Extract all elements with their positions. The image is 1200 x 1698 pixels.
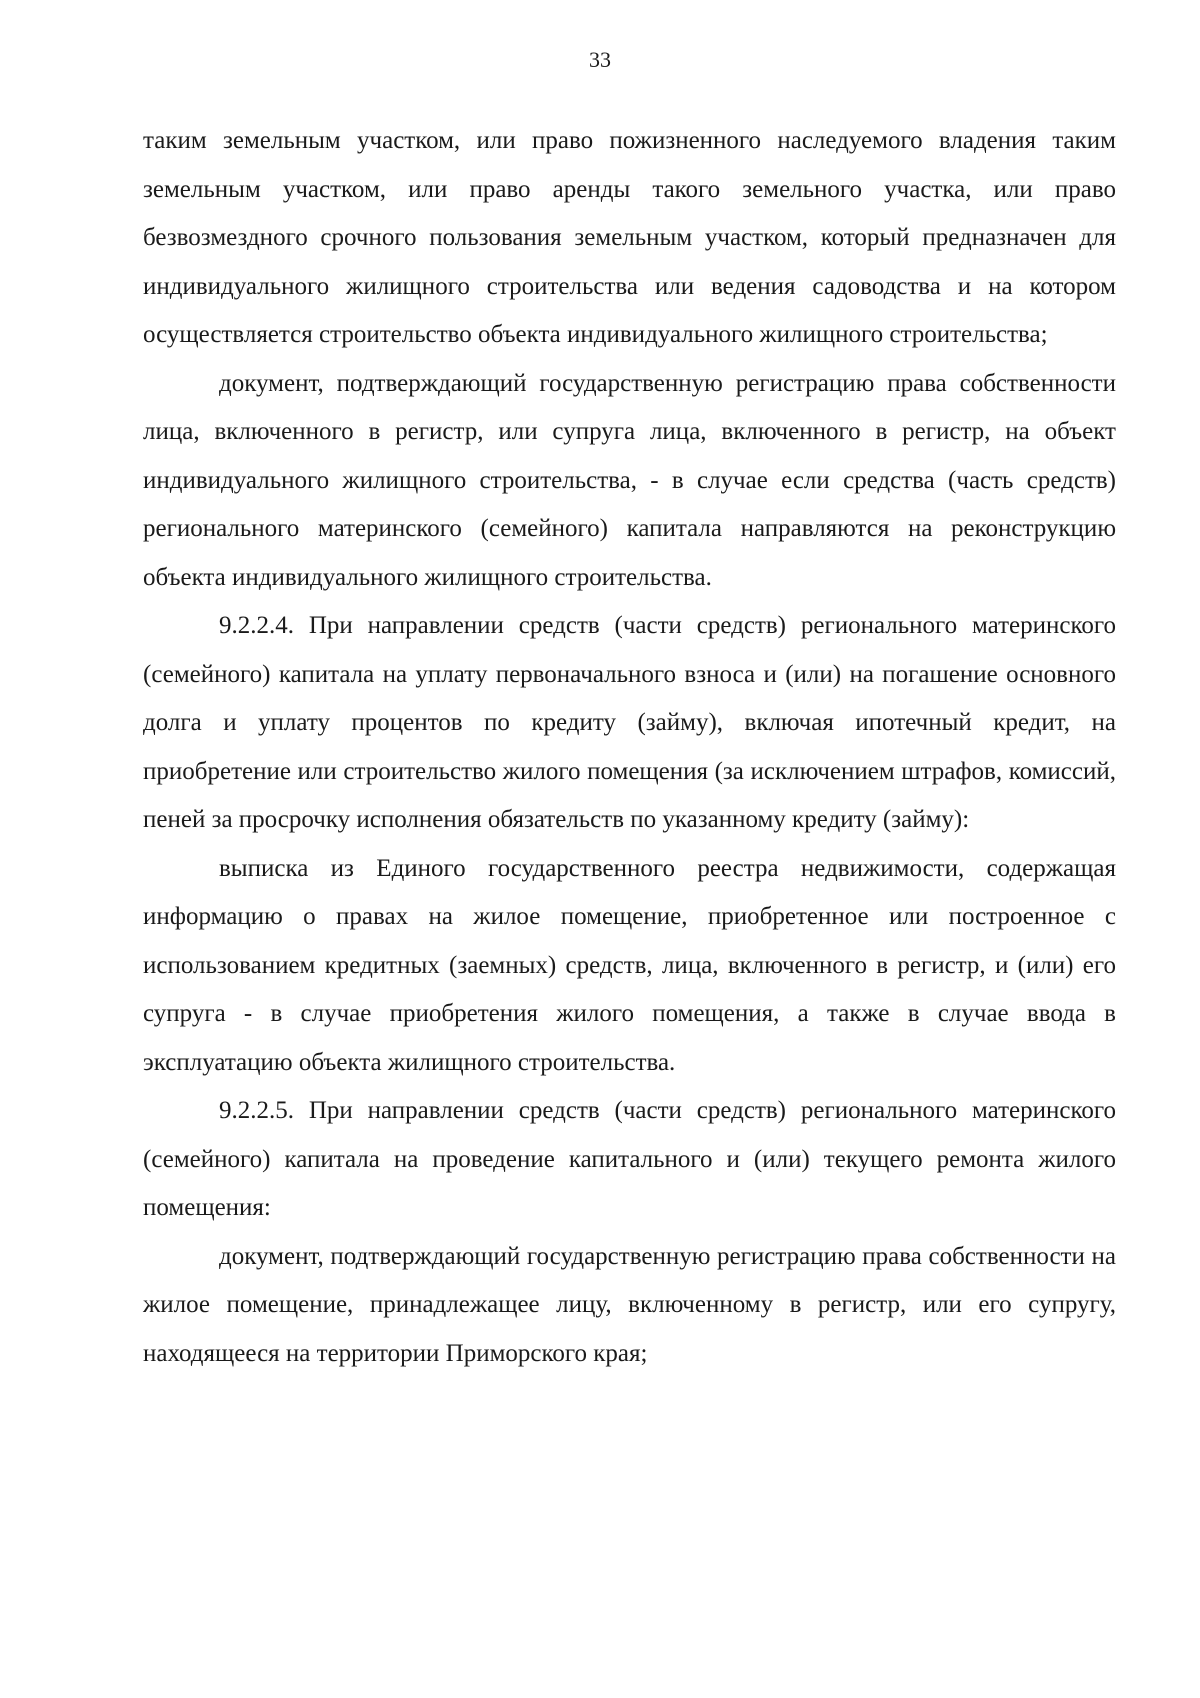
paragraph-ownership-document-reconstruction: документ, подтверждающий государственную регистрацию права собственности лица, включенного в регистр, или супруга лица, включенного в регистр, на объект индивидуального жилищного строительства, - в случае если средства (часть средств) регионального материнского (семейного) капитала направляются на реконструкцию объекта индивидуального жилищного строительства. — [143, 369, 1116, 591]
paragraph-registry-extract: выписка из Единого государственного реестра недвижимости, содержащая информацию о правах на жилое помещение, приобретенное или построенное с использованием кредитных (заемных) средств, лица, включенного в регистр, и (или) его супруга - в случае приобретения жилого помещения, а также в случае ввода в эксплуатацию объекта жилищного строительства. — [143, 854, 1116, 1076]
paragraph-clause-9-2-2-5: 9.2.2.5. При направлении средств (части средств) регионального материнского (семейного) капитала на проведение капитального и (или) текущего ремонта жилого помещения: — [143, 1097, 1116, 1221]
paragraph-land-rights-continuation: таким земельным участком, или право пожизненного наследуемого владения таким земельным участком, или право аренды такого земельного участка, или право безвозмездного срочного пользования земельным участком, который предназначен для индивидуального жилищного строительства или ведения садоводства и на котором осуществляется строительство объекта индивидуального жилищного строительства; — [143, 127, 1116, 348]
paragraph-ownership-document-repair: документ, подтверждающий государственную регистрацию права собственности на жилое помещение, принадлежащее лицу, включенному в регистр, или его супругу, находящееся на территории Приморского края; — [143, 1242, 1116, 1367]
document-body — [143, 117, 1116, 1378]
page-number: 33 — [589, 47, 611, 72]
paragraph-clause-9-2-2-4: 9.2.2.4. При направлении средств (части средств) регионального материнского (семейного) капитала на уплату первоначального взноса и (или) на погашение основного долга и уплату процентов по кредиту (займу), включая ипотечный кредит, на приобретение или строительство жилого помещения (за исключением штрафов, комиссий, пеней за просрочку исполнения обязательств по указанному кредиту (займу): — [143, 612, 1116, 833]
